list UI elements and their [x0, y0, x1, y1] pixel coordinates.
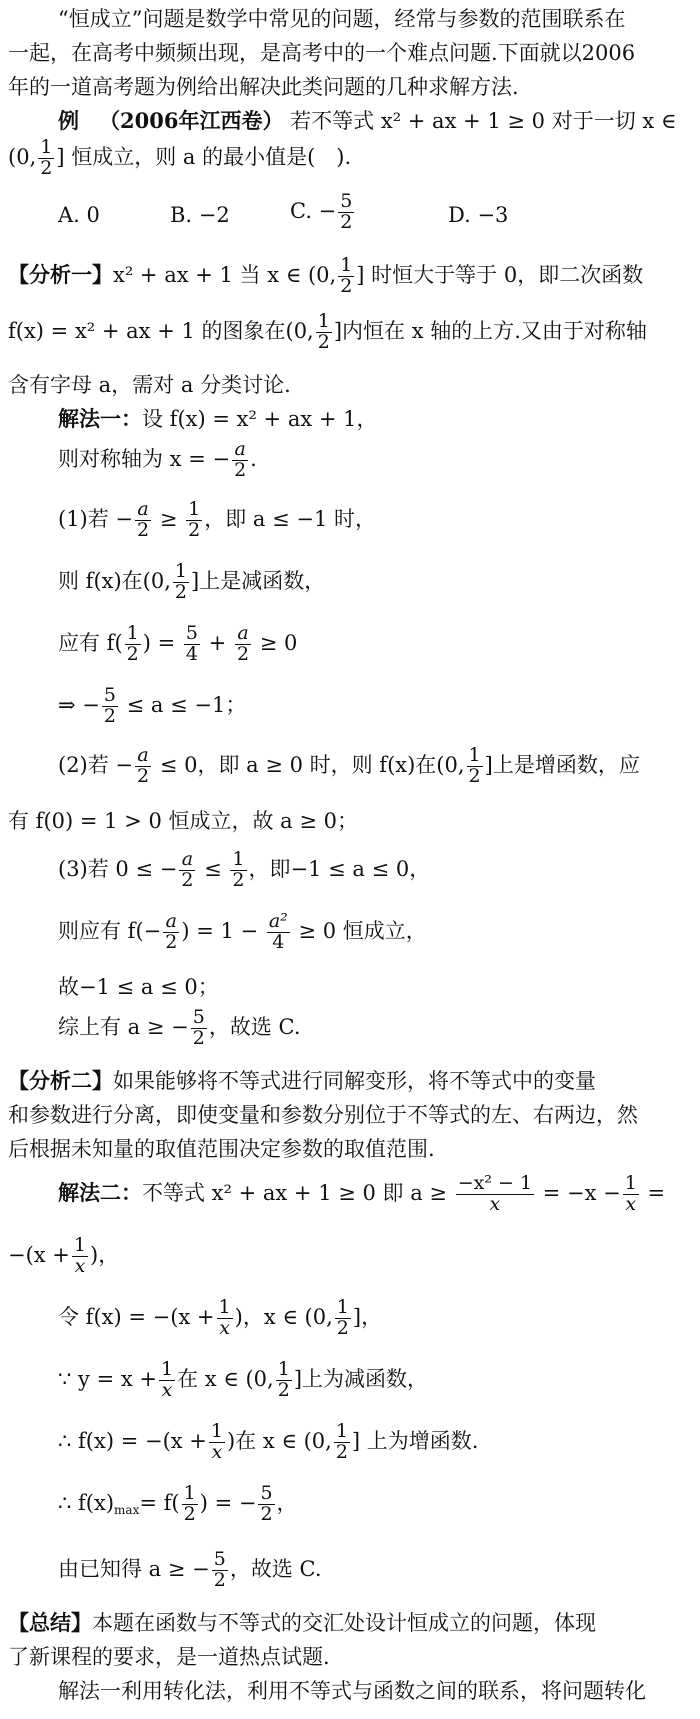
- options-row: [8, 192, 694, 242]
- method2-label: 解法二：: [58, 1179, 142, 1205]
- option-c: C. − $\frac{5}{2}$: [290, 190, 353, 233]
- analysis1-line-1: 【分析一】x² + ax + 1 当 x ∈ (0, $\frac{1}{2}$ ] 时恒大于等于 0，即二次函数: [8, 254, 644, 297]
- summary-label: 【总结】: [8, 1610, 92, 1635]
- method2-line-1: 解法二：不等式 x² + ax + 1 ≥ 0 即 a ≥ $\frac{\text{−x² − 1}}{x}$ = −x − $\frac{1}{x}$ =: [58, 1172, 666, 1215]
- analysis1-line-2: f(x) = x² + ax + 1 的图象在(0, $\frac{1}{2}$ ]内恒在 x 轴的上方.又由于对称轴: [8, 310, 647, 353]
- method1-case1-line-3: 应有 f( $\frac{1}{2}$ ) = $\frac{5}{4}$ + $\frac{a}{2}$ ≥ 0: [58, 622, 298, 665]
- analysis2-label: 【分析二】: [8, 1068, 113, 1093]
- intro-line-3: 年的一道高考题为例给出解决此类问题的几种求解方法.: [8, 75, 519, 99]
- method2-line-6: ∴ $f(x)_{max}= f$( $\frac{1}{2}$ ) = − $\frac{5}{2}$ ，: [58, 1482, 298, 1525]
- option-a: A. 0: [58, 203, 100, 227]
- example-label: 例: [58, 108, 79, 133]
- analysis2-line-2: 和参数进行分离，即使变量和参数分别位于不等式的左、右两边，然: [8, 1103, 638, 1127]
- method2-line-5: ∴ f(x) = −(x + $\frac{1}{x}$ )在 x ∈ (0, $\frac{1}{2}$ ] 上为增函数.: [58, 1420, 479, 1463]
- analysis1-line-3: 含有字母 a，需对 a 分类讨论.: [8, 373, 291, 397]
- method1-case1: (1)若 − $\frac{a}{2}$ ≥ $\frac{1}{2}$ ，即 a ≤ −1 时，: [58, 498, 376, 541]
- example-line-1: [8, 106, 694, 136]
- example-text-a: 若不等式 x² + ax + 1 ≥ 0 对于一切 x ∈: [290, 109, 677, 133]
- method1-case2-line-2: 有 f(0) = 1 > 0 恒成立，故 a ≥ 0；: [8, 809, 358, 833]
- method1-label: 解法一：: [58, 406, 142, 431]
- method1-case1-line-4: ⇒ − $\frac{5}{2}$ ≤ a ≤ −1；: [58, 684, 247, 727]
- method2-line-7: 由已知得 a ≥ − $\frac{5}{2}$ ，故选 C.: [58, 1548, 322, 1591]
- method1-case2: (2)若 − $\frac{a}{2}$ ≤ 0，即 a ≥ 0 时，则 f(x)在(0, $\frac{1}{2}$ ]上是增函数，应: [58, 744, 640, 787]
- fraction-half: $\frac{1}{2}$: [40, 136, 53, 179]
- example-line-2: (0, $\frac{1}{2}$ ] 恒成立，则 a 的最小值是( ).: [8, 136, 352, 179]
- method1-case3-line-2: 则应有 f(− $\frac{a}{2}$ ) = 1 − $\frac{\text{a²}}{4}$ ≥ 0 恒成立，: [58, 910, 427, 953]
- summary-line-1: 【总结】本题在函数与不等式的交汇处设计恒成立的问题，体现: [8, 1610, 596, 1635]
- intro-line-1: “恒成立”问题是数学中常见的问题，经常与参数的范围联系在: [58, 7, 626, 31]
- intro-line-2: 一起，在高考中频频出现，是高考中的一个难点问题.下面就以2006: [8, 41, 636, 65]
- summary-line-2: 了新课程的要求，是一道热点试题.: [8, 1645, 330, 1669]
- method1-case3-line-3: 故−1 ≤ a ≤ 0；: [58, 975, 219, 999]
- example-source: （2006年江西卷）: [99, 108, 284, 133]
- method2-line-4: ∵ y = x + $\frac{1}{x}$ 在 x ∈ (0, $\frac{1}{2}$ ]上为减函数，: [58, 1358, 429, 1401]
- option-d: D. −3: [448, 203, 509, 227]
- method1-case3: (3)若 0 ≤ − $\frac{a}{2}$ ≤ $\frac{1}{2}$ ，即−1 ≤ a ≤ 0，: [58, 848, 431, 891]
- method2-line-2: −(x + $\frac{1}{x}$ )，: [8, 1234, 120, 1277]
- example-text-b: 恒成立，则 a 的最小值是( ).: [71, 144, 352, 169]
- method1-line-2: 则对称轴为 x = − $\frac{a}{2}$ .: [58, 438, 257, 481]
- analysis2-line-3: 后根据未知量的取值范围决定参数的取值范围.: [8, 1137, 435, 1161]
- summary-line-3: 解法一利用转化法，利用不等式与函数之间的联系，将问题转化: [58, 1679, 646, 1703]
- analysis1-label: 【分析一】: [8, 261, 113, 287]
- analysis2-line-1: 【分析二】如果能够将不等式进行同解变形，将不等式中的变量: [8, 1068, 596, 1093]
- method1-line-1: 解法一：设 f(x) = x² + ax + 1，: [58, 406, 378, 431]
- method2-line-3: 令 f(x) = −(x + $\frac{1}{x}$ )，x ∈ (0, $\frac{1}{2}$ ]，: [58, 1296, 383, 1339]
- option-b: B. −2: [170, 203, 230, 227]
- method1-case1-line-2: 则 f(x)在(0, $\frac{1}{2}$ ]上是减函数，: [58, 560, 326, 603]
- method1-conclusion: 综上有 a ≥ − $\frac{5}{2}$ ，故选 C.: [58, 1006, 301, 1049]
